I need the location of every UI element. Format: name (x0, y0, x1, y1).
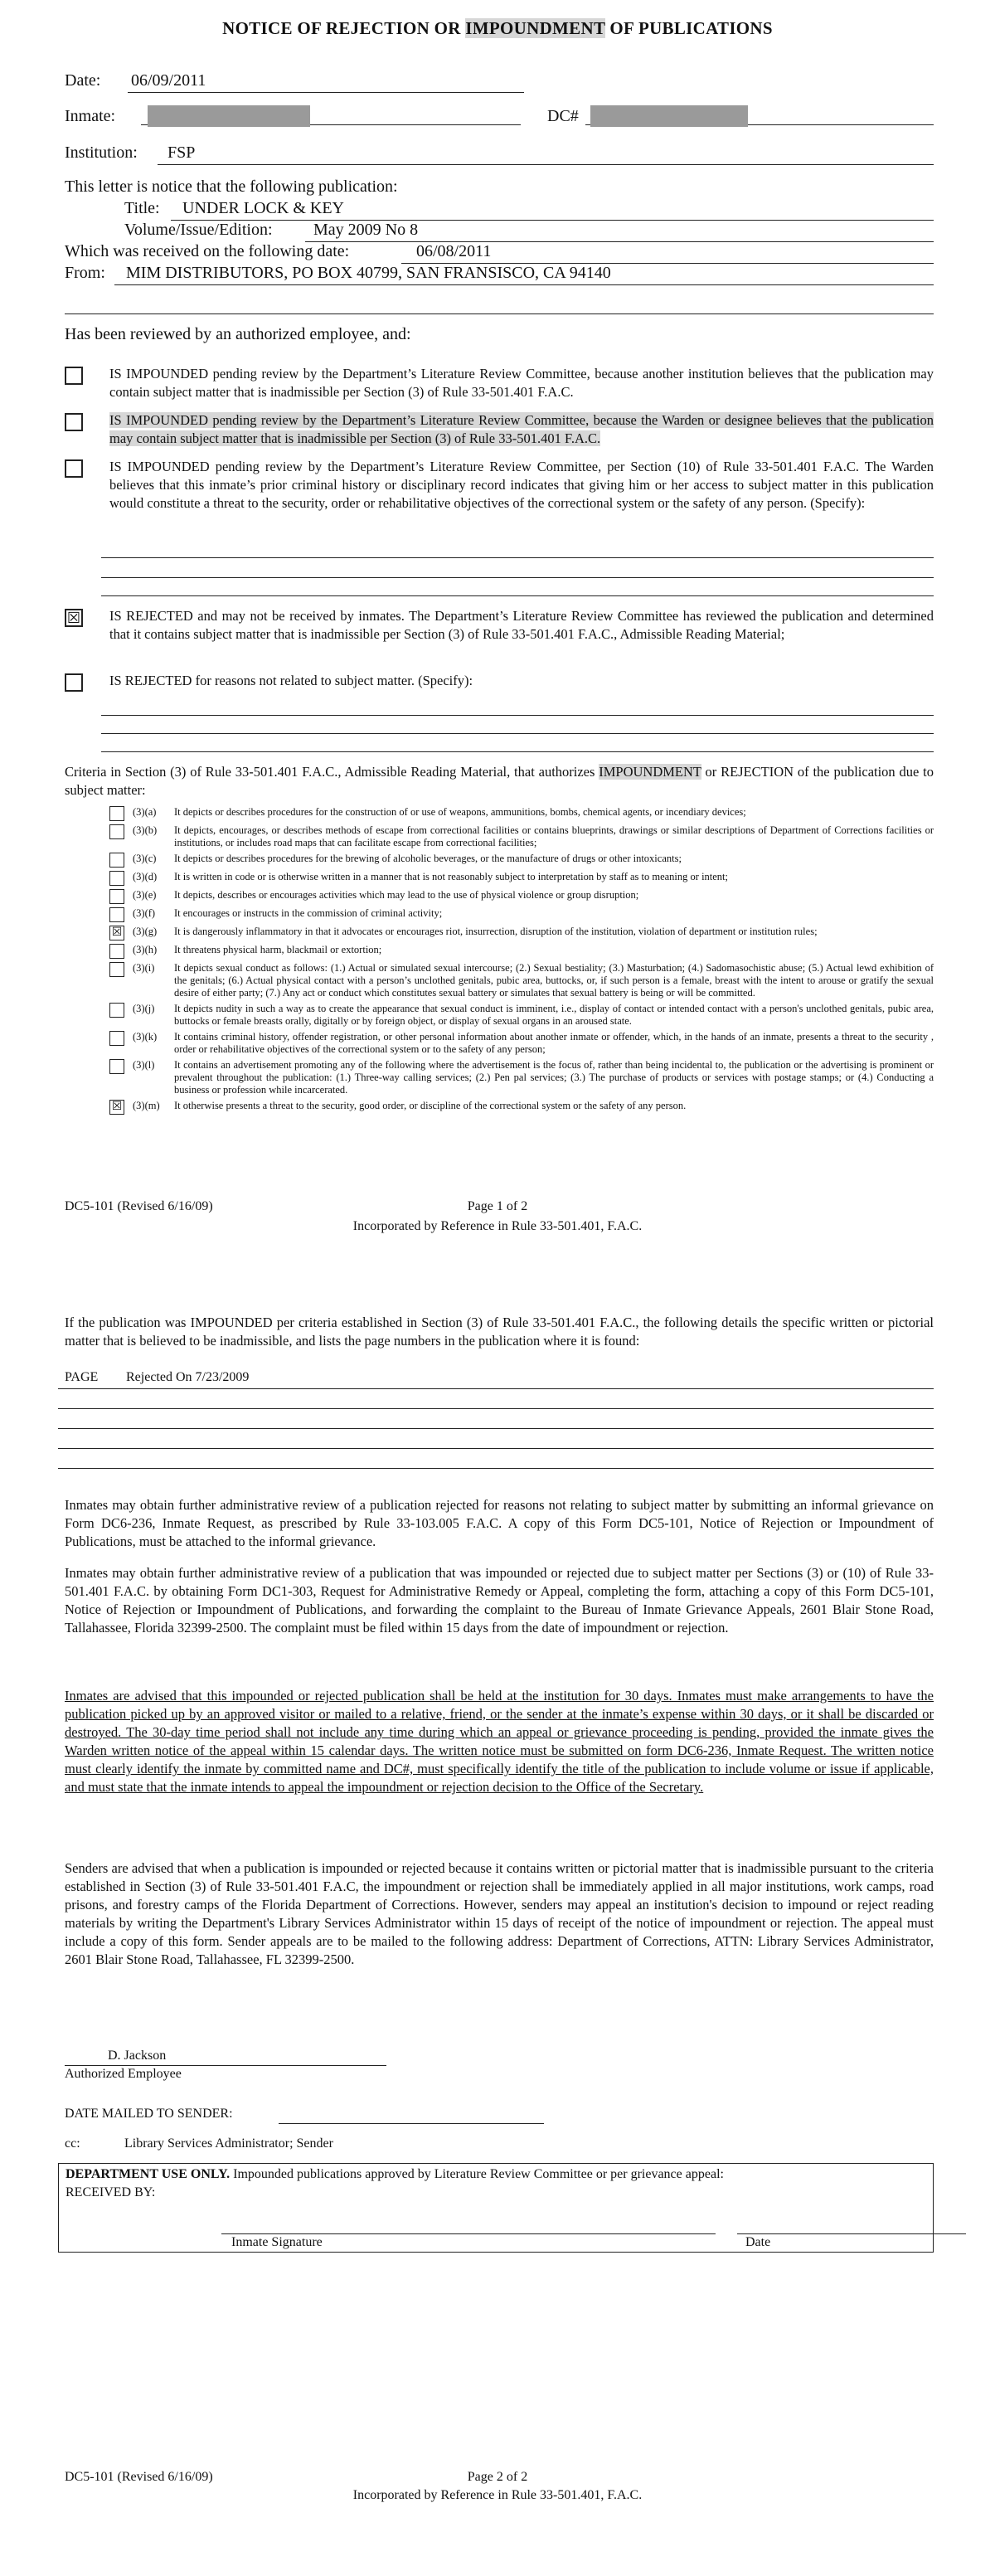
criteria-code: (3)(c) (133, 853, 157, 864)
details-line-3 (58, 1428, 934, 1429)
page1-page-number: Page 1 of 2 (467, 1199, 528, 1213)
criteria-intro (65, 763, 934, 800)
title-highlight: IMPOUNDMENT (465, 18, 605, 38)
specify-line-1 (101, 557, 934, 558)
criteria-text: It otherwise presents a threat to the security, good order, or discipline of the correctional system or the safety of any person. (174, 1100, 687, 1111)
criteria-intro-before: Criteria in Section (3) of Rule 33-501.401 F.A.C., Admissible Reading Material, that authorizes (65, 764, 599, 780)
criteria-intro-highlight: IMPOUNDMENT (599, 764, 701, 780)
criteria-code: (3)(b) (133, 824, 158, 836)
institution-field (158, 143, 934, 165)
title-after: OF PUBLICATIONS (604, 18, 773, 38)
criteria-row (109, 806, 934, 821)
inmate-redaction (148, 105, 310, 127)
page1-incorporated: Incorporated by Reference in Rule 33-501.401, F.A.C. (352, 1219, 643, 1233)
details-intro: If the publication was IMPOUNDED per criteria established in Section (3) of Rule 33-501.401 F.A.C., the following details the specific written or pictorial matter that is believed to be inadmissible, and lists the page numbers in the publication where it is found: (65, 1315, 934, 1349)
criteria-checkbox[interactable] (109, 889, 124, 904)
rejected-specify-line-1 (101, 715, 934, 716)
criteria-row (109, 853, 934, 868)
criteria-row (109, 871, 934, 886)
para-informal-grievance: Inmates may obtain further administrative review of a publication rejected for reasons not relating to subject matter by submitting an informal grievance on Form DC6-236, Inmate Request, as prescribed by Rule 33-103.005 F.A.C. A copy of this Form DC5-101, Notice of Rejection or Impoundment of Publications, must be attached to the informal grievance. (65, 1497, 934, 1549)
date-label: Date: (65, 71, 101, 90)
from-value: MIM DISTRIBUTORS, PO BOX 40799, SAN FRANSISCO, CA 94140 (126, 264, 611, 282)
institution-label: Institution: (65, 143, 138, 162)
criteria-row (109, 1100, 934, 1115)
criteria-checkbox[interactable] (109, 907, 124, 922)
dc-label: DC# (547, 107, 579, 125)
criteria-code: (3)(i) (133, 962, 155, 974)
criteria-row (109, 824, 934, 849)
signature-line (65, 2049, 386, 2066)
criteria-row (109, 889, 934, 904)
rejected-specify-line-2 (101, 733, 934, 734)
date-signature-line (737, 2233, 966, 2234)
criteria-text: It depicts or describes procedures for the construction of or use of weapons, ammunitions, bombs, chemical agents, or incendiary devices; (174, 806, 746, 818)
criteria-code: (3)(h) (133, 944, 158, 955)
criteria-checkbox[interactable]: ☒ (109, 926, 124, 940)
option-5-checkbox[interactable] (65, 673, 83, 692)
criteria-text: It depicts, encourages, or describes methods of escape from correctional facilities or contains blueprints, drawings or similar descriptions of Department of Corrections facilities or institutions, or includes road maps that can facilitate escape from correctional facilities; (174, 824, 934, 848)
department-use-text (66, 2167, 724, 2182)
option-2-text (109, 411, 934, 448)
criteria-checkbox[interactable] (109, 1031, 124, 1046)
title-label: Title: (124, 199, 160, 217)
criteria-text: It threatens physical harm, blackmail or extortion; (174, 944, 382, 955)
publication-intro: This letter is notice that the following publication: (65, 177, 398, 196)
criteria-text: It contains an advertisement promoting any of the following where the advertisement is the focus of, rather than being incidental to, the publication or the advertising is prominent or prevalent throughout the publication: (1.) Three-way calling services; (2.) Pen pal services; (3.) The purchase of products or services with postage stamps; or (4.) Conducting a business or profession while incarcerated. (174, 1059, 934, 1096)
criteria-code: (3)(j) (133, 1003, 155, 1014)
title-before: NOTICE OF REJECTION OR (222, 18, 466, 38)
criteria-code: (3)(d) (133, 871, 158, 882)
cc-value: Library Services Administrator; Sender (124, 2136, 333, 2151)
page2-page-number: Page 2 of 2 (467, 2470, 528, 2484)
option-3-text: IS IMPOUNDED pending review by the Department’s Literature Review Committee, per Section (10) of Rule 33-501.401 F.A.C. The Warden believes that this inmate’s prior criminal history or disciplinary record indicates that giving him or her access to subject matter in this publication would constitute a threat to the security, order or rehabilitative objectives of the correctional system or the safety of any person. (Specify): (109, 459, 934, 511)
page2-form-id: DC5-101 (Revised 6/16/09) (65, 2470, 213, 2484)
criteria-text: It depicts, describes or encourages activities which may lead to the use of physical violence or group disruption; (174, 889, 639, 901)
inmate-signature-line (221, 2233, 716, 2234)
department-use-box (58, 2163, 934, 2253)
criteria-text: It is dangerously inflammatory in that it advocates or encourages riot, insurrection, disruption of the institution, violation of department or institution rules; (174, 926, 818, 937)
document-title (0, 18, 995, 39)
criteria-code: (3)(l) (133, 1059, 155, 1071)
department-use-bold: DEPARTMENT USE ONLY. (66, 2167, 231, 2181)
criteria-text: It depicts nudity in such a way as to create the appearance that sexual conduct is imminent, i.e., display of contact or intended contact with a person's unclothed genitals, pubic area, buttocks or female breasts orally, digitally or by foreign object, or display of sexual organs in an aroused state. (174, 1003, 934, 1027)
criteria-text: It depicts or describes procedures for the brewing of alcoholic beverages, or the manufacture of drugs or other intoxicants; (174, 853, 682, 864)
criteria-row (109, 944, 934, 959)
specify-line-2 (101, 577, 934, 578)
date-value: 06/09/2011 (131, 71, 206, 90)
criteria-text: It is written in code or is otherwise written in a manner that is not reasonably subject to interpretation by staff as to meaning or intent; (174, 871, 729, 882)
criteria-row (109, 1031, 934, 1056)
edition-value: May 2009 No 8 (313, 221, 419, 239)
page-label: PAGE (65, 1370, 99, 1384)
option-1-text: IS IMPOUNDED pending review by the Department’s Literature Review Committee, because another institution believes that the publication may contain subject matter that is inadmissible per Section (3) of Rule 33-501.401 F.A.C. (109, 366, 934, 400)
received-field (401, 242, 934, 264)
criteria-text: It contains criminal history, offender registration, or other personal information about another inmate or offender, which, in the hands of an inmate, presents a threat to the security , order or rehabilitative objectives of the correctional system or to the safety of any person; (174, 1031, 934, 1055)
dc-redaction (590, 105, 748, 127)
institution-value: FSP (167, 143, 196, 162)
date-mailed-line (279, 2123, 544, 2124)
specify-line-3 (101, 595, 934, 596)
criteria-code: (3)(e) (133, 889, 157, 901)
option-3-checkbox[interactable] (65, 459, 83, 478)
signer-name: D. Jackson (108, 2049, 167, 2063)
criteria-checkbox[interactable] (109, 1059, 124, 1074)
criteria-checkbox[interactable] (109, 853, 124, 868)
option-2-highlight: IS IMPOUNDED pending review by the Department’s Literature Review Committee, because the Warden or designee believes that the publication may contain subject matter that is inadmissible per Section (3) of Rule 33-501.401 F.A.C. (109, 412, 934, 446)
criteria-code: (3)(g) (133, 926, 158, 937)
criteria-code: (3)(m) (133, 1100, 160, 1111)
details-line-4 (58, 1448, 934, 1449)
criteria-text: It depicts sexual conduct as follows: (1.) Actual or simulated sexual intercourse; (2.) Sexual bestiality; (3.) Masturbation; (4.) Sadomasochistic abuse; (5.) Actual lewd exhibition of the genitals; (6.) Actual physical contact with a person’s unclothed genitals, pubic area, buttocks, or, if such person is a female, breast with the intent to arouse or gratify the sexual desire of either party; (7.) Any act or conduct which constitutes sexual battery or simulates that sexual battery is being or will be committed. (174, 962, 934, 999)
received-label: Which was received on the following date: (65, 242, 350, 260)
option-4-checkbox[interactable]: ☒ (65, 609, 83, 627)
details-line-5 (58, 1468, 934, 1469)
criteria-intro-after: or REJECTION of the publication due to subject matter: (65, 764, 934, 798)
option-4-text: IS REJECTED and may not be received by inmates. The Department’s Literature Review Committee has reviewed the publication and determined that it contains subject matter that is inadmissible per Section (3) of Rule 33-501.401 F.A.C., Admissible Reading Material; (109, 608, 934, 642)
title-field (171, 199, 934, 221)
details-line-2 (58, 1408, 934, 1409)
option-5-text: IS REJECTED for reasons not related to subject matter. (Specify): (109, 673, 473, 688)
criteria-checkbox[interactable] (109, 806, 124, 821)
criteria-checkbox[interactable] (109, 824, 124, 839)
cc-label: cc: (65, 2136, 80, 2151)
criteria-row (109, 962, 934, 999)
criteria-row (109, 1003, 934, 1028)
criteria-code: (3)(a) (133, 806, 157, 818)
date-mailed-label: DATE MAILED TO SENDER: (65, 2107, 233, 2121)
criteria-checkbox[interactable] (109, 962, 124, 977)
reviewed-line: Has been reviewed by an authorized employee, and: (65, 325, 411, 343)
criteria-row (109, 926, 934, 940)
received-by-label: RECEIVED BY: (66, 2185, 156, 2199)
criteria-checkbox[interactable] (109, 871, 124, 886)
from-label: From: (65, 264, 105, 282)
option-2-checkbox[interactable] (65, 413, 83, 431)
details-line-1 (58, 1388, 934, 1389)
date-field (128, 71, 524, 93)
criteria-text: It encourages or instructs in the commission of criminal activity; (174, 907, 443, 919)
received-value: 06/08/2011 (416, 242, 492, 260)
criteria-list (109, 806, 934, 1118)
edition-label: Volume/Issue/Edition: (124, 221, 273, 239)
edition-field (305, 221, 934, 242)
criteria-code: (3)(k) (133, 1031, 158, 1043)
criteria-checkbox[interactable] (109, 1003, 124, 1018)
divider-line (65, 313, 934, 314)
criteria-checkbox[interactable]: ☒ (109, 1100, 124, 1115)
criteria-row (109, 1059, 934, 1096)
inmate-label: Inmate: (65, 107, 116, 125)
from-field (114, 264, 934, 285)
page-value: Rejected On 7/23/2009 (126, 1370, 250, 1384)
para-sender-appeals: Senders are advised that when a publication is impounded or rejected because it contains written or pictorial matter that is inadmissible pursuant to the criteria established in Section (3) of Rule 33-501.401 F.A.C, the impoundment or rejection shall be immediately applied in all major institutions, work camps, road prisons, and forestry camps of the Florida Department of Corrections. However, senders may appeal an institution's decision to impound or reject reading materials by writing the Department's Library Services Administrator within 15 days of receipt of the notice of impoundment or rejection. The appeal must include a copy of this form. Sender appeals are to be mailed to the following address: Department of Corrections, ATTN: Library Services Administrator, 2601 Blair Stone Road, Tallahassee, FL 32399-2500. (65, 1860, 934, 1967)
department-use-rest: Impounded publications approved by Literature Review Committee or per grievance appeal: (230, 2167, 724, 2181)
para-holding-period: Inmates are advised that this impounded or rejected publication shall be held at the institution for 30 days. Inmates must make arrangements to have the publication picked up by an approved visitor or mailed to a relative, friend, or the sender at the inmate’s expense within 30 days, or it shall be discarded or destroyed. The 30-day time period shall not include any time during which an appeal or grievance proceeding is pending, provided the inmate gives the Warden written notice of the appeal within 15 calendar days. The written notice must be submitted on form DC6-236, Inmate Request. The written notice must clearly identify the inmate by committed name and DC#, must specifically identify the title of the publication to include volume or issue if applicable, and must state that the inmate intends to appeal the impoundment or rejection decision to the Office of the Secretary. (65, 1688, 934, 1795)
criteria-checkbox[interactable] (109, 944, 124, 959)
title-value: UNDER LOCK & KEY (182, 199, 344, 217)
page2-incorporated: Incorporated by Reference in Rule 33-501.401, F.A.C. (352, 2488, 643, 2502)
inmate-signature-label: Inmate Signature (231, 2235, 323, 2249)
option-1-checkbox[interactable] (65, 367, 83, 385)
rejected-specify-line-3 (101, 751, 934, 752)
authorized-employee: Authorized Employee (65, 2067, 182, 2081)
date-signature-label: Date (745, 2235, 771, 2249)
page1-form-id: DC5-101 (Revised 6/16/09) (65, 1199, 213, 1213)
criteria-row (109, 907, 934, 922)
criteria-code: (3)(f) (133, 907, 156, 919)
para-administrative-review: Inmates may obtain further administrative review of a publication that was impounded or rejected due to subject matter per Sections (3) or (10) of Rule 33-501.401 F.A.C. by obtaining Form DC1-303, Request for Administrative Remedy or Appeal, completing the form, attaching a copy of this Form DC5-101, Notice of Rejection or Impoundment of Publications, and forwarding the complaint to the Bureau of Inmate Grievance Appeals, 2601 Blair Stone Road, Tallahassee, Florida 32399-2500. The complaint must be filed within 15 days from the date of impoundment or rejection. (65, 1565, 934, 1636)
